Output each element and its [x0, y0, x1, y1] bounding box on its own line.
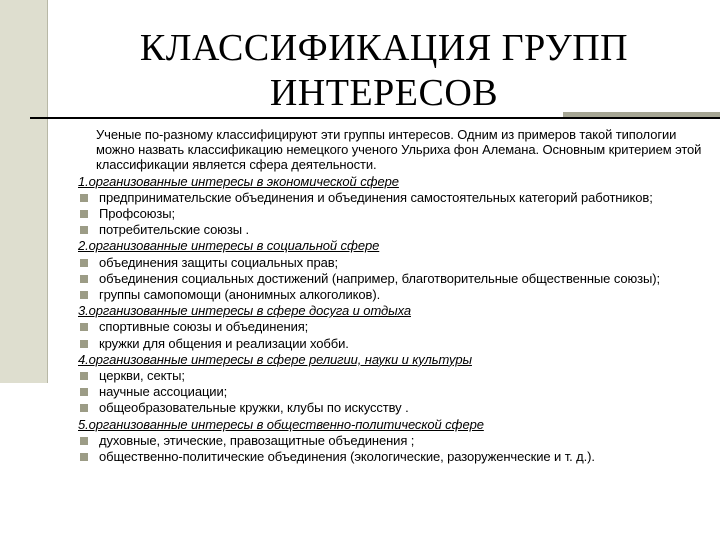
- list-item-text: предпринимательские объединения и объединения самостоятельных категорий работников;: [99, 189, 653, 205]
- title-line-1: КЛАССИФИКАЦИЯ ГРУПП: [139, 27, 629, 69]
- category-heading: 1.организованные интересы в экономической сфере: [78, 173, 399, 189]
- category-1: [80, 174, 716, 238]
- list-item-text: объединения защиты социальных прав;: [99, 254, 339, 270]
- title-line-2: ИНТЕРЕСОВ: [269, 72, 499, 114]
- list-item-text: духовные, этические, правозащитные объединения ;: [99, 432, 415, 448]
- list-item: [80, 319, 716, 334]
- list-item-text: кружки для общения и реализации хобби.: [99, 335, 349, 351]
- category-heading: 3.организованные интересы в сфере досуга и отдыха: [78, 303, 411, 319]
- square-bullet-icon: [80, 340, 88, 348]
- list-item: [80, 190, 716, 205]
- list-item: [80, 433, 716, 448]
- list-item-text: объединения социальных достижений (например, благотворительные общественные союзы);: [99, 270, 660, 286]
- title-underline: [30, 117, 720, 119]
- square-bullet-icon: [80, 404, 88, 412]
- list-item: [80, 255, 716, 270]
- square-bullet-icon: [80, 453, 88, 461]
- list-item: [80, 222, 716, 237]
- square-bullet-icon: [80, 323, 88, 331]
- square-bullet-icon: [80, 372, 88, 380]
- list-item-text: общественно-политические объединения (экологические, разоруженческие и т. д.).: [99, 449, 595, 465]
- square-bullet-icon: [80, 388, 88, 396]
- list-item: [80, 336, 716, 351]
- category-3: [80, 303, 716, 351]
- square-bullet-icon: [80, 226, 88, 234]
- list-item: [80, 287, 716, 302]
- intro-paragraph: Ученые по-разному классифицируют эти группы интересов. Одним из примеров такой типологии можно назвать классификацию немецкого ученого Ульриха фон Алемана. Основным критерием этой классификации является сфера деятельности.: [96, 127, 702, 173]
- list-item-text: спортивные союзы и объединения;: [99, 319, 309, 335]
- list-item-text: церкви, секты;: [99, 368, 185, 384]
- square-bullet-icon: [80, 194, 88, 202]
- slide-body: [80, 127, 716, 465]
- category-5: [80, 417, 716, 465]
- list-item: [80, 271, 716, 286]
- list-item-text: общеобразовательные кружки, клубы по искусству .: [99, 400, 409, 416]
- category-4: [80, 352, 716, 416]
- list-item-text: Профсоюзы;: [99, 206, 176, 222]
- category-2: [80, 238, 716, 302]
- decorative-side-panel: [0, 0, 47, 383]
- square-bullet-icon: [80, 437, 88, 445]
- square-bullet-icon: [80, 259, 88, 267]
- square-bullet-icon: [80, 291, 88, 299]
- list-item: [80, 400, 716, 415]
- square-bullet-icon: [80, 275, 88, 283]
- list-item-text: научные ассоциации;: [99, 384, 228, 400]
- category-heading: 2.организованные интересы в социальной сфере: [78, 238, 380, 254]
- category-heading: 5.организованные интересы в общественно-политической сфере: [78, 416, 484, 432]
- list-item: [80, 449, 716, 464]
- list-item-text: потребительские союзы .: [99, 222, 250, 238]
- square-bullet-icon: [80, 210, 88, 218]
- list-item: [80, 368, 716, 383]
- list-item: [80, 384, 716, 399]
- list-item: [80, 206, 716, 221]
- list-item-text: группы самопомощи (анонимных алкоголиков).: [99, 287, 381, 303]
- slide-title: [48, 26, 720, 116]
- category-heading: 4.организованные интересы в сфере религии, науки и культуры: [78, 351, 472, 367]
